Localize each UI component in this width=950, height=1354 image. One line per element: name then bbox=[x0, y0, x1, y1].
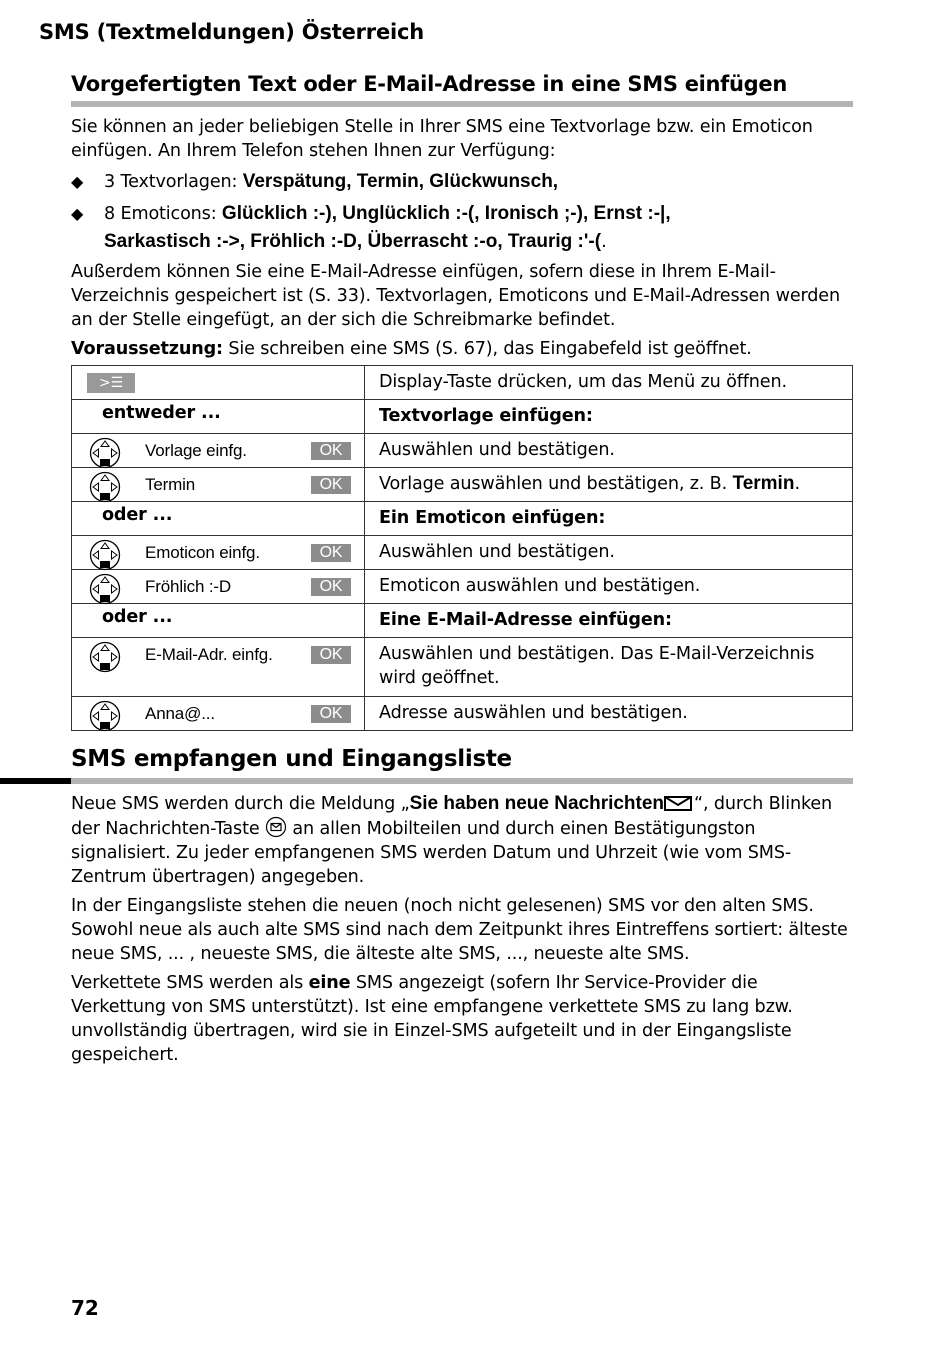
control-key-icon bbox=[89, 573, 121, 605]
section2-body bbox=[71, 792, 853, 1072]
control-key-icon bbox=[89, 700, 121, 732]
envelope-icon bbox=[664, 794, 694, 812]
ok-key-icon: OK bbox=[311, 476, 351, 494]
intro-paragraph: Sie können an jeder beliebigen Stelle in Ihrer SMS eine Textvorlage bzw. ein Emoticon einfügen. An Ihrem Telefon stehen Ihnen zur Verfügung: bbox=[71, 117, 813, 161]
table-row: Anna@... OK Adresse auswählen und bestätigen. bbox=[72, 697, 853, 731]
table-row: Fröhlich :-D OK Emoticon auswählen und bestätigen. bbox=[72, 570, 853, 604]
page-number: 72 bbox=[71, 1296, 99, 1320]
section1-body bbox=[71, 115, 853, 366]
running-header: SMS (Textmeldungen) Österreich bbox=[39, 20, 424, 44]
section-rule bbox=[71, 778, 853, 784]
bullet-text-templates: ◆ 3 Textvorlagen: Verspätung, Termin, Glückwunsch, bbox=[71, 168, 853, 196]
control-key-icon bbox=[89, 471, 121, 503]
bullet-emoticons: ◆ 8 Emoticons: Glücklich :-), Unglücklich :-(, Ironisch ;-), Ernst :-|, Sarkastisch :->, Fröhlich :-D, Überrascht :-o, Traurig :'-(. bbox=[71, 200, 853, 256]
ok-key-icon: OK bbox=[311, 442, 351, 460]
control-key-icon bbox=[89, 539, 121, 571]
concatenated-sms-paragraph: Verkettete SMS werden als eine SMS angezeigt (sofern Ihr Service-Provider die Verkettung von SMS unterstützt). Ist eine empfangene verkettete SMS zu lang bzw. unvollständig übertragen, wird sie in Einzel-SMS aufgeteilt und in der Eingangsliste gespeichert. bbox=[71, 973, 793, 1065]
diamond-bullet-icon: ◆ bbox=[71, 172, 84, 191]
control-key-icon bbox=[89, 641, 121, 673]
section-rule bbox=[71, 101, 853, 107]
prerequisite: Voraussetzung: Sie schreiben eine SMS (S. 67), das Eingabefeld ist geöffnet. bbox=[71, 339, 752, 359]
table-row: E-Mail-Adr. einfg. OK Auswählen und bestätigen. Das E-Mail-Verzeichnis wird geöffnet. bbox=[72, 638, 853, 697]
section-title-insert-text: Vorgefertigten Text oder E-Mail-Adresse in eine SMS einfügen bbox=[71, 72, 787, 96]
inbox-order-paragraph: In der Eingangsliste stehen die neuen (noch nicht gelesenen) SMS vor den alten SMS. Sowohl neue als auch alte SMS sind nach dem Zeitpunkt ihres Eintreffens sortiert: älteste neue SMS, ... , neueste SMS, die älteste alte SMS, ..., neueste alte SMS. bbox=[71, 896, 848, 964]
new-sms-paragraph: Neue SMS werden durch die Meldung „Sie haben neue Nachrichten “, durch Blinken der Nachrichten-Taste an allen Mobilteilen und durch einen Bestätigungston signalisiert. Zu jeder empfangenen SMS werden Datum und Uhrzeit (wie vom SMS-Zentrum übertragen) angegeben. bbox=[71, 793, 833, 887]
section-marker-bar bbox=[0, 778, 71, 784]
message-key-icon bbox=[265, 816, 287, 838]
table-row: Termin OK Vorlage auswählen und bestätigen, z. B. Termin. bbox=[72, 468, 853, 502]
diamond-bullet-icon: ◆ bbox=[71, 204, 84, 223]
ok-key-icon: OK bbox=[311, 705, 351, 723]
table-row: oder ... Ein Emoticon einfügen: bbox=[72, 502, 853, 536]
ok-key-icon: OK bbox=[311, 544, 351, 562]
email-paragraph: Außerdem können Sie eine E-Mail-Adresse einfügen, sofern diese in Ihrem E-Mail-Verzeichnis gespeichert ist (S. 33). Textvorlagen, Emoticons und E-Mail-Adressen werden an der Stelle eingefügt, an der sich die Schreibmarke befindet. bbox=[71, 262, 840, 330]
table-row: Emoticon einfg. OK Auswählen und bestätigen. bbox=[72, 536, 853, 570]
table-row: Vorlage einfg. OK Auswählen und bestätigen. bbox=[72, 434, 853, 468]
ok-key-icon: OK bbox=[311, 578, 351, 596]
ok-key-icon: OK bbox=[311, 646, 351, 664]
table-row: oder ... Eine E-Mail-Adresse einfügen: bbox=[72, 604, 853, 638]
control-key-icon bbox=[89, 437, 121, 469]
table-row: >☰ Display-Taste drücken, um das Menü zu öffnen. bbox=[72, 366, 853, 400]
section-title-receive-sms: SMS empfangen und Eingangsliste bbox=[71, 746, 512, 772]
menu-key-icon: >☰ bbox=[87, 373, 135, 393]
table-row: entweder ... Textvorlage einfügen: bbox=[72, 400, 853, 434]
steps-table bbox=[71, 365, 853, 731]
